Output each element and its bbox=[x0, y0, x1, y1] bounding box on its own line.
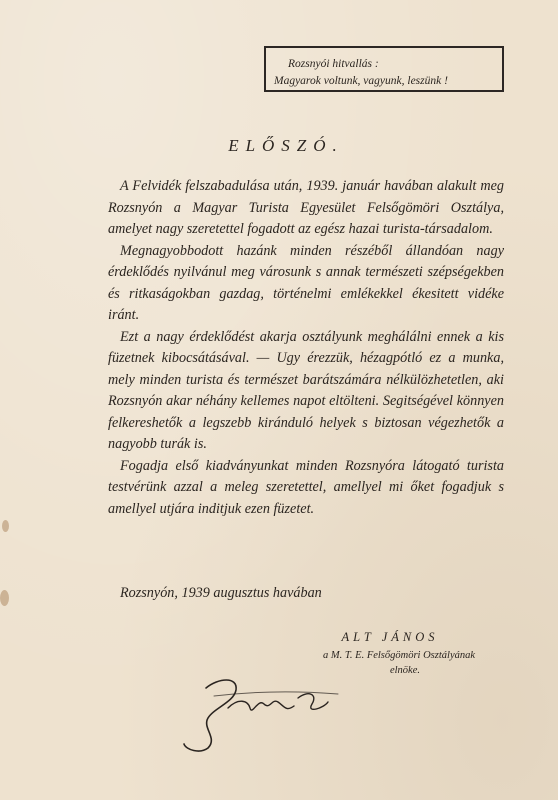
signer-title: elnöke. bbox=[389, 665, 421, 676]
motto-line-2: Magyarok voltunk, vagyunk, leszünk ! bbox=[274, 75, 448, 87]
page-title: ELŐSZÓ. bbox=[228, 136, 344, 155]
paper-stain bbox=[0, 590, 9, 606]
paragraph-2: Megnagyobbodott hazánk minden részéből állandóan nagy érdeklődés nyilvánul meg városunk s annak természeti szépségekben és ritkaságokban gazdag, történelmi emlékekkel ékesitett vidéke iránt. bbox=[108, 242, 504, 323]
signer-role: a M. T. E. Felsőgömöri Osztályának bbox=[322, 650, 476, 661]
paper-stain bbox=[2, 520, 9, 532]
dateline: Rozsnyón, 1939 augusztus havában bbox=[120, 585, 322, 601]
motto-box bbox=[264, 46, 504, 92]
paragraph-1: A Felvidék felszabadulása után, 1939. január havában alakult meg Rozsnyón a Magyar Turista Egyesület Felsőgömöri Osztálya, amelyet nagy szeretettel fogadott az egész hazai turista-társadalom. bbox=[108, 178, 504, 237]
signer-name: ALT JÁNOS bbox=[341, 630, 439, 644]
preface-body bbox=[108, 176, 504, 520]
paragraph-3: Ezt a nagy érdeklődést akarja osztályunk meghálálni ennek a kis füzetnek kibocsátásával. — Ugy érezzük, hézagpótló ez a munka, mely minden turista és természet barátszámára nélkülözhetetlen, aki Rozsnyón akar néhány kellemes napot eltölteni. Segitségével könnyen felkereshetők a legszebb kiránduló helyek s biztosan végezhetők a nagyobb turák is. bbox=[108, 328, 504, 452]
motto-line-1: Rozsnyói hitvallás : bbox=[288, 58, 379, 70]
paragraph-4: Fogadja első kiadványunkat minden Rozsnyóra látogató turista testvérünk azzal a meleg szeretettel, amellyel mi őket fogadjuk s amellyel utjára inditjuk ezen füzetet. bbox=[108, 457, 504, 517]
handwritten-signature bbox=[178, 668, 358, 758]
